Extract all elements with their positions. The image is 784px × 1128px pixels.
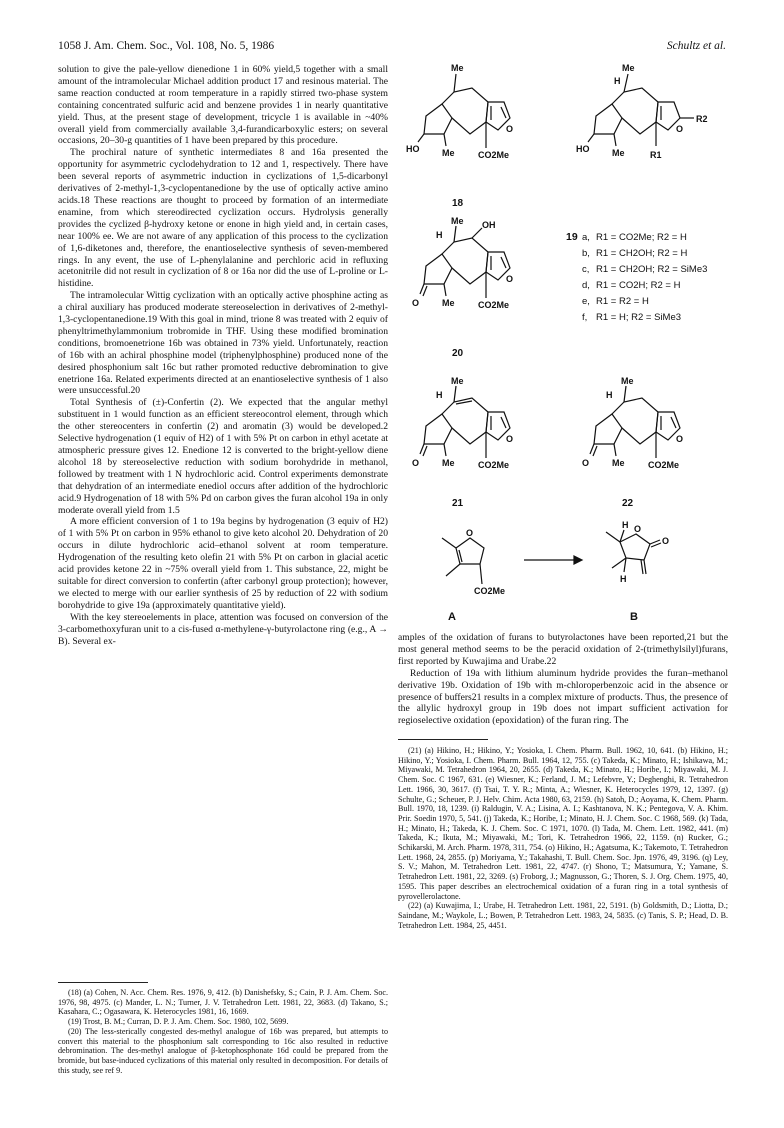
- variant-definition: R1 = R2 = H: [596, 296, 649, 307]
- variant-definition: R1 = H; R2 = SiMe3: [596, 312, 682, 323]
- paragraph: Reduction of 19a with lithium aluminum hydride provides the furan–methanol derivative 19b. Oxidation of 19b with m-chloroperbenzoic acid in the absence or presence of buffers21 results in a complex mixture of products. Thus, the presence of the allylic hydroxyl group in 19b does not impart sufficient activation for regioselective oxidation (epoxidation) of the furan ring. The: [398, 667, 728, 727]
- footnote-rule: [398, 739, 488, 740]
- footnote: (19) Trost, B. M.; Curran, D. P. J. Am. Chem. Soc. 1980, 102, 5699.: [68, 1017, 289, 1027]
- oxygen-label: O: [506, 274, 514, 284]
- left-footnotes: [58, 988, 388, 1075]
- oxygen-label: O: [676, 124, 684, 134]
- paragraph: solution to give the pale-yellow dienedione 1 in 60% yield,5 together with a small amount of the intramolecular Michael addition product 17 and resinous material. The same reaction conducted at room temperature in a rapidly stirred two-phase system containing concentrated sulfuric acid and benzene provides 1 in nearly quantitative yield. Thus, at the present stage of development, tricycle 1 is available in ~40% overall yield from commercially available 3,4-furandicarboxylic esters; on several occasions, 20–30-g quantities of 1 have been prepared by this procedure.: [58, 64, 388, 147]
- variant-tag: a,: [582, 232, 590, 243]
- compound-number: 19: [566, 231, 578, 243]
- chemical-structures: [398, 60, 738, 672]
- hydrogen-label: H: [622, 520, 629, 530]
- oxygen-label: O: [506, 434, 514, 444]
- hydrogen-label: H: [606, 390, 613, 400]
- methyl-label: Me: [621, 376, 634, 386]
- running-header: [58, 40, 726, 56]
- compound-letter: A: [448, 611, 456, 623]
- carbonyl-oxygen: O: [582, 458, 590, 468]
- methyl-label: Me: [451, 63, 464, 73]
- right-column: [398, 632, 728, 727]
- right-footnotes: [398, 746, 728, 930]
- ester-label: CO2Me: [648, 460, 680, 470]
- compound-number: 22: [622, 498, 634, 509]
- variant-tag: e,: [582, 296, 590, 307]
- hydroxyl-label: OH: [482, 220, 496, 230]
- hydrogen-label: H: [436, 230, 443, 240]
- r2-label: R2: [696, 114, 708, 124]
- variant-definition: R1 = CH2OH; R2 = H: [596, 248, 688, 259]
- reaction-arrow: [524, 556, 582, 564]
- oxygen-label: O: [676, 434, 684, 444]
- structure-19: [576, 63, 708, 160]
- paragraph: amples of the oxidation of furans to butyrolactones have been reported,21 but the most general method seems to be the peracid oxidation of 2-(trimethylsilyl)furans, first reported by Kuwajima and Urabe.22: [398, 632, 728, 667]
- carbonyl-oxygen: O: [662, 536, 670, 546]
- left-column: [58, 64, 388, 647]
- ester-label: CO2Me: [478, 300, 510, 310]
- structure-22: [582, 376, 683, 509]
- variant-definition: R1 = CO2Me; R2 = H: [596, 232, 687, 243]
- footnote: (20) The less-sterically congested des-methyl analogue of 16b was prepared, but attempts to convert this material to the phosphonium salt corresponding to 16c also resulted in reductive debromination. The des-methyl analogue of β-ketophosphonate 16d could be prepared from the bromide, but base-induced cyclizations of this material only resulted in decomposition. For details of this study, see ref 9.: [58, 1026, 388, 1075]
- hydrogen-label: H: [436, 390, 443, 400]
- variant-definition: R1 = CO2H; R2 = H: [596, 280, 681, 291]
- methyl-label: Me: [442, 458, 455, 468]
- structure-18: [406, 63, 513, 209]
- journal-citation: 1058 J. Am. Chem. Soc., Vol. 108, No. 5, 1986: [58, 40, 275, 52]
- carbonyl-oxygen: O: [412, 458, 420, 468]
- methyl-label: Me: [622, 63, 635, 73]
- footnote: (22) (a) Kuwajima, I.; Urabe, H. Tetrahedron Lett. 1981, 22, 5191. (b) Goldsmith, D.; Liotta, D.; Saindane, M.; Waykole, L.; Bowen, P. Tetrahedron Lett. 1983, 24, 5835. (c) Tanis, S. P.; Head, D. B. Tetrahedron Lett. 1984, 25, 4451.: [398, 901, 728, 930]
- carbonyl-oxygen: O: [412, 298, 420, 308]
- variant-tag: d,: [582, 280, 590, 291]
- structure-19-substituents: [566, 231, 707, 323]
- ester-label: CO2Me: [478, 150, 510, 160]
- structure-21: [412, 376, 513, 509]
- variant-definition: R1 = CH2OH; R2 = SiMe3: [596, 264, 708, 275]
- oxygen-label: O: [466, 528, 474, 538]
- methyl-label: Me: [612, 148, 625, 158]
- r1-label: R1: [650, 150, 662, 160]
- methyl-label: Me: [451, 376, 464, 386]
- hydroxyl-label: HO: [406, 144, 420, 154]
- structure-20: [412, 216, 513, 359]
- hydrogen-label: H: [614, 76, 621, 86]
- hydrogen-label: H: [620, 574, 627, 584]
- variant-tag: f,: [582, 312, 588, 323]
- variant-tag: b,: [582, 248, 590, 259]
- variant-tag: c,: [582, 264, 590, 275]
- compound-number: 21: [452, 498, 464, 509]
- paragraph: The intramolecular Wittig cyclization with an optically active phosphine acting as a chiral auxiliary has produced moderate stereoselection in derivatives of 2-methyl-1,3-cyclopentanedione.19 With this goal in mind, trione 8 was treated with 2 equiv of phenyltrimethylammonium trobromide in THF. Using these modified bromination conditions, bromoenetrione 16b was obtained in 73% yield. Unfortunately, reaction of 16b with an achiral phosphine model (triphenylphosphine) produced none of the desired phosphonium salt 16c but rather promoted reductive debromination to give enetrione 16a. Related experiments directed at an enantioselective synthesis of 1 also were unsuccessful.20: [58, 290, 388, 397]
- author-header: Schultz et al.: [666, 40, 726, 52]
- ester-label: CO2Me: [478, 460, 510, 470]
- paragraph: The prochiral nature of synthetic intermediates 8 and 16a presented the opportunity for asymmetric cyclodehydration to 12 and 1, respectively. There have been several reports of asymmetric induction in cyclizations of 1,5-dicarbonyl derivatives of 2-methyl-1,3-cyclopentanedione by the use of optically active amino acids.18 These reactions are thought to proceed by formation of an intermediate enamine, from which stereodirected cyclization occurs. Hydrolysis generally provides the cyclized β-hydroxy ketone or enone in high yield and, in certain cases, near 100% ee. We are not aware of any application of this process to the cyclization of 1,6-diketones and, therefore, the enantioselective synthesis of seven-membered rings. In any event, the use of L-phenylalanine and perchloric acid in refluxing acetonitrile did not result in cyclization of 8 or 16a nor did the use of L-proline or L-histidine.: [58, 147, 388, 290]
- compound-number: 18: [452, 198, 464, 209]
- ester-label: CO2Me: [474, 586, 506, 596]
- footnote: (18) (a) Cohen, N. Acc. Chem. Res. 1976, 9, 412. (b) Danishefsky, S.; Cain, P. J. Am. Chem. Soc. 1976, 98, 4975. (c) Mander, L. N.; Turner, J. V. Tetrahedron Lett. 1981, 22, 3683. (d) Takano, S.; Kasahara, C.; Ogasawara, K. Heterocycles 1981, 16, 1669.: [58, 988, 388, 1017]
- ring-oxygen: O: [634, 524, 642, 534]
- structure-A: [442, 528, 505, 623]
- footnote-rule: [58, 982, 148, 983]
- compound-letter: B: [630, 611, 638, 623]
- methyl-label: Me: [612, 458, 625, 468]
- paragraph: A more efficient conversion of 1 to 19a begins by hydrogenation (3 equiv of H2) of 1 with 5% Pt on carbon in 95% ethanol to give keto alcohol 20. Dehydration of 20 occurs in dilute hydrochloric acid–ethanol solvent at room temperature. Hydrogenation of the resulting keto olefin 21 with 5% Pt on carbon in glacial acetic acid provides ketone 22 in ~75% overall yield from 1. This substance, 22, might be suitable for direct conversion to confertin (after carbonyl group protection); however, we elected to merge with our earlier synthesis of 25 by reduction of 22 with sodium borohydride to give 19a (approximately quantitative yield).: [58, 516, 388, 611]
- structure-B: [606, 520, 669, 623]
- oxygen-label: O: [506, 124, 514, 134]
- footnote: (21) (a) Hikino, H.; Hikino, Y.; Yosioka, I. Chem. Pharm. Bull. 1962, 10, 641. (b) Hikino, H.; Hikino, Y.; Yosioka, I. Chem. Pharm. Bull. 1964, 12, 755. (c) Takeda, K.; Minato, H.; Ishikawa, M.; Miyawaki, M. Tetrahedron 1964, 20, 2655. (d) Takeda, K.; Minato, H.; Horibe, I.; Miyawaki, M. J. Chem. Soc. C 1967, 631. (e) Wiesner, K.; Ferland, J. M.; Lefebvre, Y.; Deghenghi, R. Tetrahedron Lett. 1966, 30, 3617. (f) Tsai, T. Y. R.; Minta, A.; Wiesner, K. Heterocycles 1979, 12, 1397. (g) Schulte, G.; Scheuer, P. J. Helv. Chim. Acta 1980, 63, 2159. (h) Satoh, D.; Aoyama, K. Chem. Pharm. Bull. 1970, 18, 1239. (i) Raldugin, V. A.; Lisina, A. I.; Kashtanova, N. K.; Pentegova, V. A. Khim. Prir. Soedin 1970, 5, 541. (j) Takeda, K.; Horibe, I.; Minato, H. J. Chem. Soc. C 1968, 569. (k) Tada, H.; Minato, H.; Takeda, K. J. Chem. Soc. C 1971, 1070. (l) Tada, M. Chem. Lett. 1982, 441. (m) Takeda, K.; Ikuta, M.; Miyawaki, M.; Tori, K. Tetrahedron 1966, 22, 1159. (n) Rucker, G.; Schikarski, M. Arch. Pharm. 1978, 311, 754. (o) Hikino, H.; Agatsuma, K.; Takemoto, T. Tetrahedron Lett. 1968, 24, 2855. (p) Moriyama, Y.; Takahashi, T. Bull. Chem. Soc. Jpn. 1976, 49, 3196. (q) Ley, S. V.; Mahon, M. Tetrahedron Lett. 1981, 22, 4747. (r) Shono, T.; Matsumura, Y.; Yamane, S. Tetrahedron Lett. 1981, 22, 3269. (s) Froborg, J.; Magnusson, G.; Thoren, S. J. Org. Chem. 1975, 40, 1595. This paper describes an electrochemical oxidation of a furan ring in a total synthesis of pyrovellerolactone.: [398, 746, 728, 901]
- methyl-label: Me: [451, 216, 464, 226]
- methyl-label: Me: [442, 148, 455, 158]
- paragraph: With the key stereoelements in place, attention was focused on conversion of the 3-carbomethoxyfuran unit to a cis-fused α-methylene-γ-butyrolactone ring (e.g., A → B). Several ex-: [58, 611, 388, 647]
- methyl-label: Me: [442, 298, 455, 308]
- paragraph: Total Synthesis of (±)-Confertin (2). We expected that the angular methyl substituent in 1 would function as an efficient stereocontrol element, through which the other stereocenters in confertin (2) and aromatin (3) would be developed.2 Selective hydrogenation (1 equiv of H2) of 1 with 5% Pt on carbon in ethyl acetate at atmospheric pressure gives 12. Enedione 12 is converted to the bright-yellow diene alcohol 18 by stereoselective reduction with sodium borohydride in methanol, followed by treatment with 1 N hydrochloric acid. Control experiments demonstrate that dehydration of an intermediate enediol occurs after addition of the hydrochloric acid.9 Hydrogenation of 18 with 5% Pd on carbon gives the furan alcohol 19a in only moderate overall yield from 1.5: [58, 397, 388, 516]
- compound-number: 20: [452, 348, 464, 359]
- hydroxyl-label: HO: [576, 144, 590, 154]
